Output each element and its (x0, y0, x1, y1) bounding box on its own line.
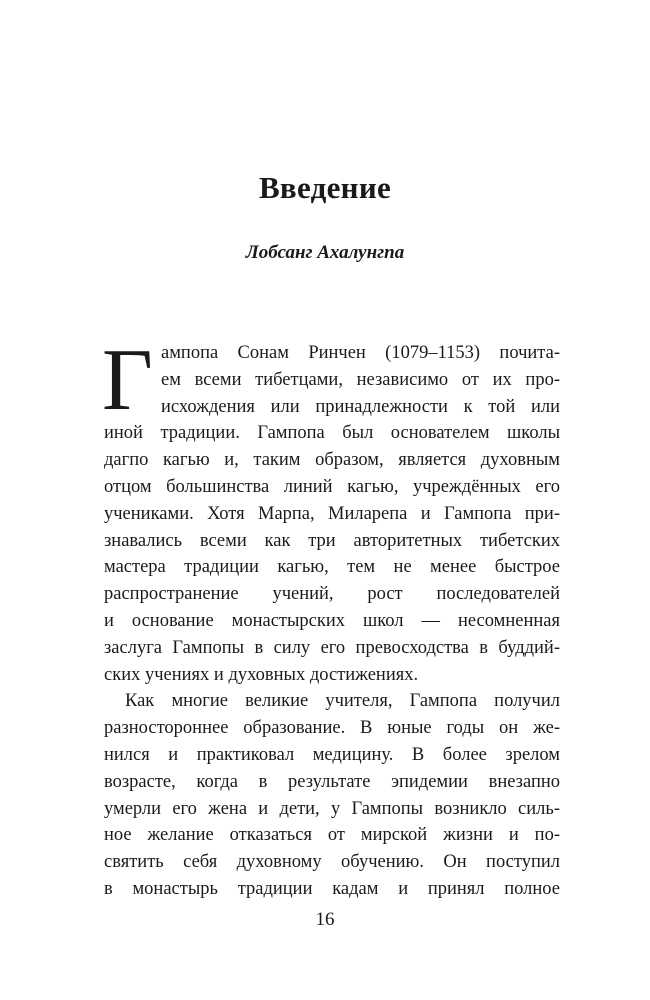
text-line: исхождения или принадлежности к той или (161, 396, 560, 417)
text-line: святить себя духовному обучению. Он поступил (104, 852, 560, 873)
body-text (102, 332, 560, 903)
text-line: возрасте, когда в результате эпидемии внезапно (104, 771, 560, 792)
text-line: иной традиции. Гампопа был основателем школы (104, 423, 560, 444)
text-line: умерли его жена и дети, у Гампопы возникло силь- (104, 798, 560, 819)
text-line: ампопа Сонам Ринчен (1079–1153) почита- (161, 343, 560, 363)
chapter-title: Введение (258, 170, 392, 205)
text-line: разностороннее образование. В юные годы он же- (104, 718, 560, 739)
drop-cap: Г (102, 332, 153, 429)
text-line: дагпо кагью и, таким образом, является духовным (104, 450, 560, 471)
text-line: в монастырь традиции кадам и принял полное (104, 878, 560, 899)
text-line: ских учениях и духовных достижениях. (104, 664, 419, 685)
text-line: отцом большинства линий кагью, учреждённых его (104, 476, 560, 497)
text-line: Как многие великие учителя, Гампопа получил (125, 691, 560, 712)
text-line: нился и практиковал медицину. В более зрелом (104, 744, 560, 765)
text-line: учениками. Хотя Марпа, Миларепа и Гампопа при- (104, 503, 560, 524)
page-number: 16 (315, 909, 335, 930)
text-line: заслуга Гампопы в силу его превосходства в буддий- (104, 637, 560, 658)
text-line: и основание монастырских школ — несомненная (104, 610, 560, 631)
text-line: распространение учений, рост последователей (104, 584, 560, 605)
text-line: ем всеми тибетцами, независимо от их про- (161, 369, 560, 390)
text-line: знавались всеми как три авторитетных тибетских (104, 530, 560, 551)
text-line: мастера традиции кагью, тем не менее быстрое (104, 557, 560, 578)
text-line: ное желание отказаться от мирской жизни и по- (104, 825, 560, 846)
chapter-author: Лобсанг Ахалунгпа (245, 242, 405, 263)
